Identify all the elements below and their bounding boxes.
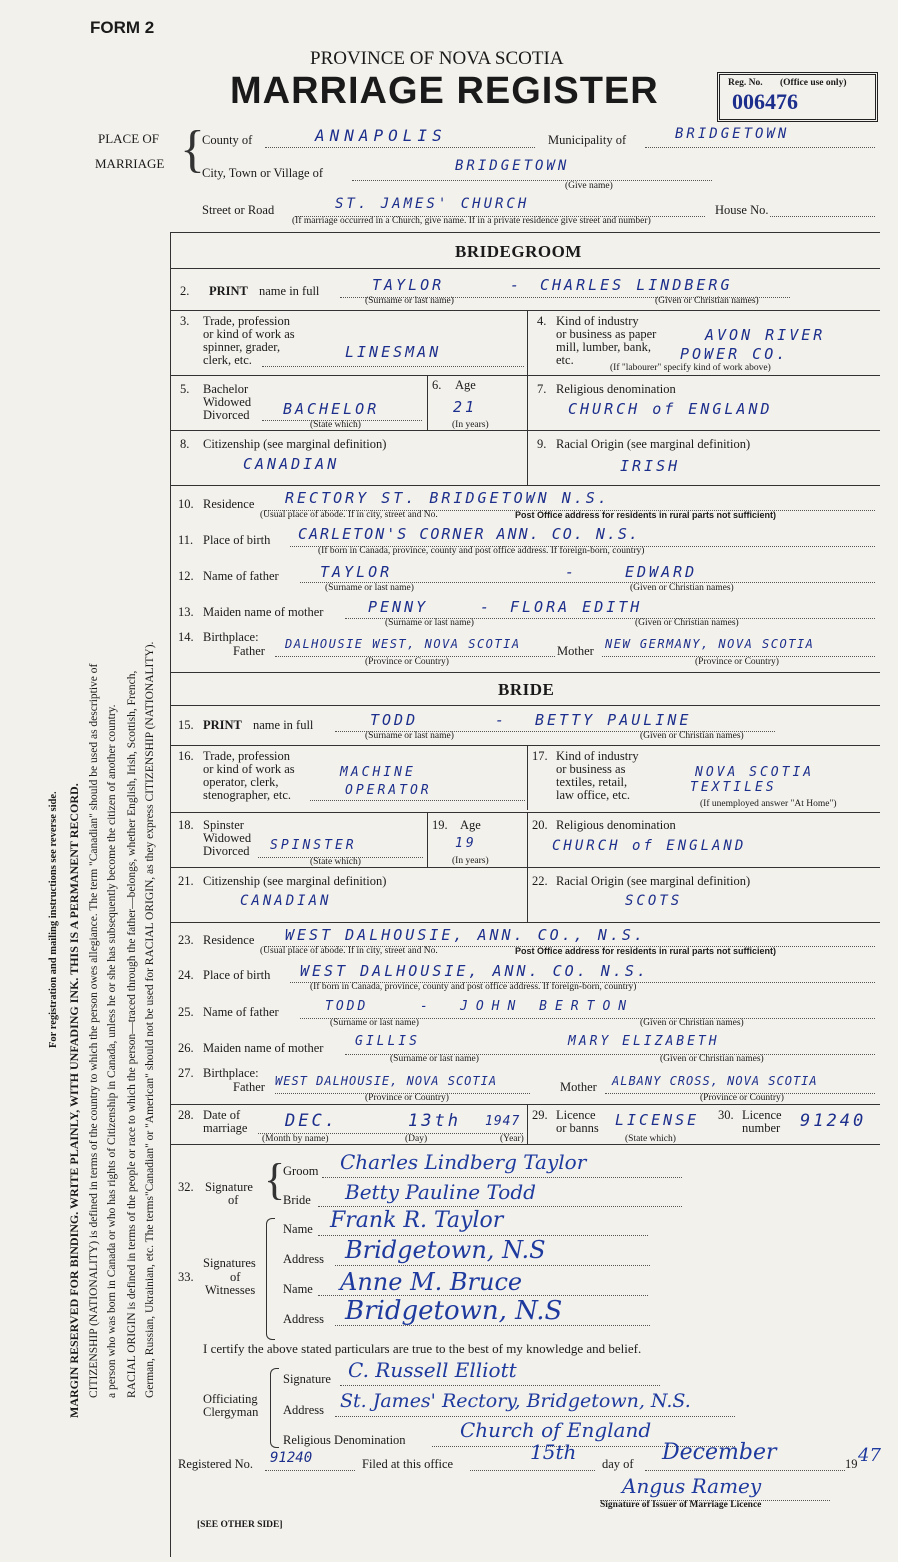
- house-line: [770, 216, 875, 217]
- bride-status: SPINSTER: [270, 838, 357, 853]
- rule: [170, 1104, 880, 1105]
- registered-line: [265, 1470, 355, 1471]
- clergy-denomination: Church of England: [460, 1418, 652, 1442]
- province-hint: (Province or Country): [365, 1093, 449, 1103]
- religion-label: Religious denomination: [556, 382, 676, 396]
- county-value: ANNAPOLIS: [315, 126, 447, 145]
- residence-hint-1: (Usual place of abode. If in city, street and No.: [260, 946, 438, 956]
- field-number: 19.: [432, 818, 448, 832]
- county-line: [265, 147, 535, 148]
- residence-hint-1: (Usual place of abode. If in city, street and No.: [260, 510, 438, 520]
- rule: [170, 705, 880, 706]
- field-number: 14.: [178, 630, 194, 644]
- trade-label-1: Trade, profession: [203, 749, 291, 763]
- marriage-month: DEC.: [285, 1111, 338, 1131]
- field-number: 26.: [178, 1041, 194, 1055]
- see-other-side: [SEE OTHER SIDE]: [197, 1520, 283, 1530]
- industry-hint: (If unemployed answer "At Home"): [700, 799, 837, 809]
- clergy-label-2: Clergyman: [203, 1405, 259, 1419]
- filed-day: 15th: [530, 1440, 577, 1464]
- licence-type: LICENSE: [615, 1111, 700, 1129]
- groom-religion: CHURCH of ENGLAND: [568, 400, 773, 418]
- rule: [527, 745, 528, 810]
- rule: [527, 1104, 528, 1144]
- signature-label-2: of: [228, 1193, 239, 1207]
- margin-instructions: For registration and mailing instructions see reverse side.: [48, 791, 59, 1048]
- clergy-line: [340, 1385, 660, 1386]
- status-label-2: Widowed: [203, 831, 252, 845]
- racial-origin-label: Racial Origin (see marginal definition): [556, 437, 751, 451]
- birthplace-mother-label: Mother: [557, 644, 594, 658]
- years-hint: (In years): [452, 420, 489, 430]
- years-hint: (In years): [452, 856, 489, 866]
- given-names-hint: (Given or Christian names): [660, 1054, 764, 1064]
- day-of-label: day of: [602, 1457, 634, 1471]
- trade-label-3: operator, clerk,: [203, 775, 279, 789]
- print-label: PRINT: [203, 718, 242, 732]
- bride-father-birthplace: WEST DALHOUSIE, NOVA SCOTIA: [275, 1074, 498, 1088]
- groom-racial-origin: IRISH: [620, 457, 681, 475]
- province-heading: PROVINCE OF NOVA SCOTIA: [310, 48, 564, 69]
- field-number: 16.: [178, 749, 194, 763]
- state-which-hint: (State which): [310, 420, 361, 430]
- licence-label-2: or banns: [556, 1121, 599, 1135]
- filed-month-line: [645, 1470, 845, 1471]
- witnesses-label-2: of: [230, 1270, 241, 1284]
- margin-racial-1: RACIAL ORIGIN is defined in terms of the people or race to which the person—traced through the father—belongs, whether English, Irish, Scottish, French,: [126, 670, 138, 1398]
- rule: [170, 485, 880, 486]
- clergy-bracket: [270, 1368, 279, 1448]
- filed-line: [470, 1470, 595, 1471]
- trade-label-4: clerk, etc.: [203, 353, 252, 367]
- name-dash: -: [480, 598, 493, 616]
- bride-surname: TODD: [370, 711, 419, 729]
- witness-line: [335, 1265, 650, 1266]
- province-hint: (Province or Country): [365, 657, 449, 667]
- field-number: 27.: [178, 1066, 194, 1080]
- witness-1-name: Frank R. Taylor: [330, 1208, 504, 1233]
- groom-father-birthplace: DALHOUSIE WEST, NOVA SCOTIA: [285, 637, 521, 651]
- reg-number-box: [717, 72, 878, 122]
- margin-racial-2: German, Russian, Ukrainian, etc. The terms"Canadian" or "American" should not be used for RACIAL ORIGIN, as they express CITIZENSHIP (NATIONALITY).: [144, 641, 156, 1398]
- industry-label-4: etc.: [556, 353, 574, 367]
- month-hint: (Month by name): [262, 1134, 329, 1144]
- residence-label: Residence: [203, 497, 255, 511]
- field-number: 17.: [532, 749, 548, 763]
- name-dash: -: [420, 999, 431, 1014]
- witness-address-label: Address: [283, 1252, 324, 1266]
- field-number: 7.: [537, 382, 547, 396]
- year-hint: (Year): [500, 1134, 524, 1144]
- field-number: 9.: [537, 437, 547, 451]
- groom-residence: RECTORY ST. BRIDGETOWN N.S.: [285, 489, 610, 507]
- field-number: 29.: [532, 1108, 548, 1122]
- reg-label: Reg. No.: [728, 78, 763, 88]
- surname-hint: (Surname or last name): [325, 583, 414, 593]
- filed-year-prefix: 19: [845, 1457, 858, 1471]
- issuer-signature: Angus Ramey: [622, 1474, 762, 1498]
- rule: [527, 812, 528, 867]
- field-number: 6.: [432, 378, 442, 392]
- bride-citizenship: CANADIAN: [240, 893, 332, 909]
- status-label-2: Widowed: [203, 395, 252, 409]
- birth-place-label: Place of birth: [203, 968, 271, 982]
- father-label: Name of father: [203, 1005, 279, 1019]
- rule: [527, 430, 528, 485]
- rule: [427, 375, 428, 430]
- groom-signature-label: Groom: [283, 1164, 319, 1178]
- trade-label-1: Trade, profession: [203, 314, 291, 328]
- surname-hint: (Surname or last name): [330, 1018, 419, 1028]
- bridegroom-heading: BRIDEGROOM: [455, 242, 582, 261]
- trade-label-2: or kind of work as: [203, 762, 295, 776]
- field-number: 5.: [180, 382, 190, 396]
- licence-number: 91240: [800, 1111, 867, 1131]
- state-which-hint: (State which): [310, 857, 361, 867]
- given-names-hint: (Given or Christian names): [640, 1018, 744, 1028]
- bride-residence: WEST DALHOUSIE, ANN. CO., N.S.: [285, 926, 646, 944]
- industry-hint: (If "labourer" specify kind of work above): [610, 363, 771, 373]
- groom-citizenship: CANADIAN: [243, 455, 340, 473]
- city-line: [352, 180, 712, 181]
- place-brace: {: [180, 121, 205, 178]
- groom-age: 21: [453, 398, 478, 416]
- city-value: BRIDGETOWN: [455, 158, 570, 174]
- bride-trade-2: OPERATOR: [345, 783, 432, 798]
- witnesses-label-3: Witnesses: [205, 1283, 256, 1297]
- rule: [170, 310, 880, 311]
- province-hint: (Province or Country): [695, 657, 779, 667]
- margin-citizenship-2: a person who was born in Canada or who has rights of Citizenship in Canada, unless he or she has subsequently become the citizen of another country.: [106, 704, 118, 1398]
- print-label: PRINT: [209, 284, 248, 298]
- bride-heading: BRIDE: [498, 680, 555, 699]
- birthplace-father-label: Father: [233, 1080, 265, 1094]
- form-label: FORM 2: [90, 18, 155, 37]
- witnesses-label-1: Signatures: [203, 1256, 256, 1270]
- field-number: 3.: [180, 314, 190, 328]
- groom-signature: Charles Lindberg Taylor: [340, 1150, 587, 1174]
- city-label: City, Town or Village of: [202, 166, 324, 180]
- birth-place-label: Place of birth: [203, 533, 271, 547]
- issuer-label: Signature of Issuer of Marriage Licence: [600, 1500, 762, 1510]
- citizenship-label: Citizenship (see marginal definition): [203, 874, 387, 888]
- rule: [170, 375, 880, 376]
- bride-age: 19: [455, 836, 477, 851]
- witness-2-name: Anne M. Bruce: [340, 1268, 523, 1296]
- field-number: 8.: [180, 437, 190, 451]
- clergy-denomination-label: Religious Denomination: [283, 1433, 406, 1447]
- rule: [427, 812, 428, 867]
- witness-2-address: Bridgetown, N.S: [345, 1296, 563, 1326]
- clergy-signature: C. Russell Elliott: [348, 1358, 517, 1382]
- rule: [170, 268, 880, 269]
- witness-1-address: Bridgetown, N.S: [345, 1236, 546, 1264]
- field-number: 10.: [178, 497, 194, 511]
- trade-label-2: or kind of work as: [203, 327, 295, 341]
- filed-month: December: [662, 1440, 777, 1465]
- field-number: 30.: [718, 1108, 734, 1122]
- bride-birthplace: WEST DALHOUSIE, ANN. CO. N.S.: [300, 962, 649, 980]
- groom-given-names: CHARLES LINDBERG: [540, 276, 733, 294]
- age-label: Age: [455, 378, 476, 392]
- registered-label: Registered No.: [178, 1457, 253, 1471]
- industry-label-3: mill, lumber, bank,: [556, 340, 651, 354]
- field-number: 22.: [532, 874, 548, 888]
- marriage-day: 13th: [408, 1111, 461, 1131]
- trade-label-4: stenographer, etc.: [203, 788, 292, 802]
- name-dash: -: [565, 563, 578, 581]
- clergy-signature-label: Signature: [283, 1372, 331, 1386]
- rule: [170, 867, 880, 868]
- birth-hint: (If born in Canada, province, county and post office address. If foreign-born, country): [310, 982, 637, 992]
- residence-label: Residence: [203, 933, 255, 947]
- name-dash: -: [495, 711, 508, 729]
- residence-hint-2: Post Office address for residents in rural parts not sufficient): [515, 510, 777, 520]
- surname-hint: (Surname or last name): [365, 731, 454, 741]
- day-hint: (Day): [405, 1134, 428, 1144]
- name-in-full-label: name in full: [253, 718, 314, 732]
- bride-signature-line: [318, 1206, 682, 1207]
- reg-number: 006476: [732, 89, 798, 114]
- rule: [527, 310, 528, 375]
- field-number: 21.: [178, 874, 194, 888]
- clergy-label-1: Officiating: [203, 1392, 258, 1406]
- status-label-1: Bachelor: [203, 382, 249, 396]
- registered-number: 91240: [270, 1450, 313, 1466]
- field-number: 12.: [178, 569, 194, 583]
- municipality-label: Municipality of: [548, 133, 627, 147]
- certify-statement: I certify the above stated particulars are true to the best of my knowledge and belief.: [203, 1341, 642, 1356]
- bride-racial-origin: SCOTS: [625, 893, 683, 909]
- field-number: 24.: [178, 968, 194, 982]
- bride-industry-1: NOVA SCOTIA: [695, 765, 815, 780]
- margin-binding-notice: MARGIN RESERVED FOR BINDING. WRITE PLAINLY, WITH UNFADING INK. THIS IS A PERMANENT RECORD.: [67, 783, 81, 1418]
- bride-trade-1: MACHINE: [340, 765, 416, 780]
- licence-number-label-1: Licence: [742, 1108, 782, 1122]
- birthplace-label: Birthplace:: [203, 1066, 259, 1080]
- page-title: MARRIAGE REGISTER: [230, 70, 659, 112]
- margin-citizenship-1: CITIZENSHIP (NATIONALITY) is defined in terms of the country to which the person owes allegiance. The term "Canadian" should be used as descriptive of: [88, 663, 100, 1398]
- signature-brace: {: [264, 1155, 286, 1204]
- status-label-3: Divorced: [203, 844, 250, 858]
- industry-label-4: law office, etc.: [556, 788, 631, 802]
- office-use-label: (Office use only): [780, 78, 847, 88]
- bride-father-surname: TODD: [325, 999, 369, 1014]
- signature-label-1: Signature: [205, 1180, 253, 1194]
- field-number: 2.: [180, 284, 190, 298]
- trade-line: [310, 800, 525, 801]
- given-names-hint: (Given or Christian names): [640, 731, 744, 741]
- bride-signature: Betty Pauline Todd: [345, 1180, 536, 1204]
- status-label-1: Spinster: [203, 818, 244, 832]
- house-label: House No.: [715, 203, 769, 217]
- citizenship-label: Citizenship (see marginal definition): [203, 437, 387, 451]
- field-number: 32.: [178, 1180, 194, 1194]
- birthplace-mother-label: Mother: [560, 1080, 597, 1094]
- groom-industry-1: AVON RIVER: [705, 326, 826, 344]
- surname-hint: (Surname or last name): [390, 1054, 479, 1064]
- industry-label-1: Kind of industry: [556, 314, 639, 328]
- give-name-hint: (Give name): [565, 181, 613, 191]
- name-dash: -: [510, 276, 523, 294]
- witness-name-label: Name: [283, 1282, 313, 1296]
- clergy-line: [335, 1416, 735, 1417]
- given-names-hint: (Given or Christian names): [655, 296, 759, 306]
- filed-label: Filed at this office: [362, 1457, 454, 1471]
- bride-religion: CHURCH of ENGLAND: [552, 838, 747, 854]
- mother-label: Maiden name of mother: [203, 1041, 324, 1055]
- filed-year: 47: [858, 1445, 881, 1466]
- date-label-1: Date of: [203, 1108, 241, 1122]
- groom-mother-given: FLORA EDITH: [510, 598, 643, 616]
- place-of-label: PLACE OF: [98, 131, 160, 146]
- groom-trade: LINESMAN: [345, 343, 442, 361]
- groom-signature-line: [322, 1177, 682, 1178]
- field-number: 11.: [178, 533, 194, 547]
- rule: [170, 1144, 880, 1145]
- witness-name-label: Name: [283, 1222, 313, 1236]
- groom-father-given: EDWARD: [625, 563, 698, 581]
- field-number: 4.: [537, 314, 547, 328]
- birthplace-father-label: Father: [233, 644, 265, 658]
- province-hint: (Province or Country): [700, 1093, 784, 1103]
- licence-number-label-2: number: [742, 1121, 781, 1135]
- industry-label-2: or business as paper: [556, 327, 657, 341]
- street-note: (If marriage occurred in a Church, give name. If in a private residence give street and number): [292, 216, 651, 226]
- religion-label: Religious denomination: [556, 818, 676, 832]
- groom-surname: TAYLOR: [372, 276, 445, 294]
- field-number: 25.: [178, 1005, 194, 1019]
- bride-industry-2: TEXTILES: [690, 780, 777, 795]
- given-names-hint: (Given or Christian names): [630, 583, 734, 593]
- county-label: County of: [202, 133, 253, 147]
- bride-father-given: JOHN BERTON: [460, 999, 635, 1014]
- name-in-full-label: name in full: [259, 284, 320, 298]
- clergy-address: St. James' Rectory, Bridgetown, N.S.: [340, 1390, 691, 1412]
- groom-status: BACHELOR: [283, 400, 380, 418]
- given-names-hint: (Given or Christian names): [635, 618, 739, 628]
- date-label-2: marriage: [203, 1121, 248, 1135]
- municipality-line: [645, 147, 875, 148]
- street-value: ST. JAMES' CHURCH: [335, 196, 530, 212]
- street-label: Street or Road: [202, 203, 275, 217]
- industry-label-1: Kind of industry: [556, 749, 639, 763]
- groom-mother-birthplace: NEW GERMANY, NOVA SCOTIA: [605, 637, 815, 651]
- licence-label-1: Licence: [556, 1108, 596, 1122]
- rule: [170, 812, 880, 813]
- groom-father-surname: TAYLOR: [320, 563, 393, 581]
- state-which-hint: (State which): [625, 1134, 676, 1144]
- mother-label: Maiden name of mother: [203, 605, 324, 619]
- field-number: 23.: [178, 933, 194, 947]
- rule: [170, 922, 880, 923]
- clergy-address-label: Address: [283, 1403, 324, 1417]
- municipality-value: BRIDGETOWN: [675, 126, 790, 142]
- bride-given-names: BETTY PAULINE: [535, 711, 692, 729]
- witness-bracket: [266, 1218, 275, 1340]
- residence-hint-2: Post Office address for residents in rural parts not sufficient): [515, 946, 777, 956]
- field-number: 13.: [178, 605, 194, 619]
- rule: [170, 430, 880, 431]
- trade-line: [262, 366, 524, 367]
- rule: [170, 672, 880, 673]
- surname-hint: (Surname or last name): [365, 296, 454, 306]
- trade-label-3: spinner, grader,: [203, 340, 281, 354]
- groom-birthplace: CARLETON'S CORNER ANN. CO. N.S.: [298, 525, 640, 543]
- bride-mother-birthplace: ALBANY CROSS, NOVA SCOTIA: [612, 1074, 818, 1088]
- field-number: 28.: [178, 1108, 194, 1122]
- surname-hint: (Surname or last name): [385, 618, 474, 628]
- rule: [527, 375, 528, 430]
- age-label: Age: [460, 818, 481, 832]
- bride-mother-given: MARY ELIZABETH: [568, 1034, 720, 1049]
- groom-mother-surname: PENNY: [368, 598, 429, 616]
- rule: [527, 867, 528, 922]
- rule: [170, 232, 880, 233]
- witness-address-label: Address: [283, 1312, 324, 1326]
- birthplace-label: Birthplace:: [203, 630, 259, 644]
- field-number: 20.: [532, 818, 548, 832]
- industry-label-2: or business as: [556, 762, 626, 776]
- marriage-year: 1947: [485, 1114, 521, 1129]
- field-number: 33.: [178, 1270, 194, 1284]
- bride-signature-label: Bride: [283, 1193, 311, 1207]
- bride-mother-surname: GILLIS: [355, 1034, 420, 1049]
- field-number: 15.: [178, 718, 194, 732]
- father-label: Name of father: [203, 569, 279, 583]
- industry-label-3: textiles, retail,: [556, 775, 628, 789]
- groom-industry-2: POWER CO.: [680, 345, 789, 363]
- field-number: 18.: [178, 818, 194, 832]
- status-label-3: Divorced: [203, 408, 250, 422]
- rule: [170, 745, 880, 746]
- racial-origin-label: Racial Origin (see marginal definition): [556, 874, 751, 888]
- marriage-label: MARRIAGE: [95, 156, 165, 171]
- birth-hint: (If born in Canada, province, county and post office address. If foreign-born, country): [318, 546, 645, 556]
